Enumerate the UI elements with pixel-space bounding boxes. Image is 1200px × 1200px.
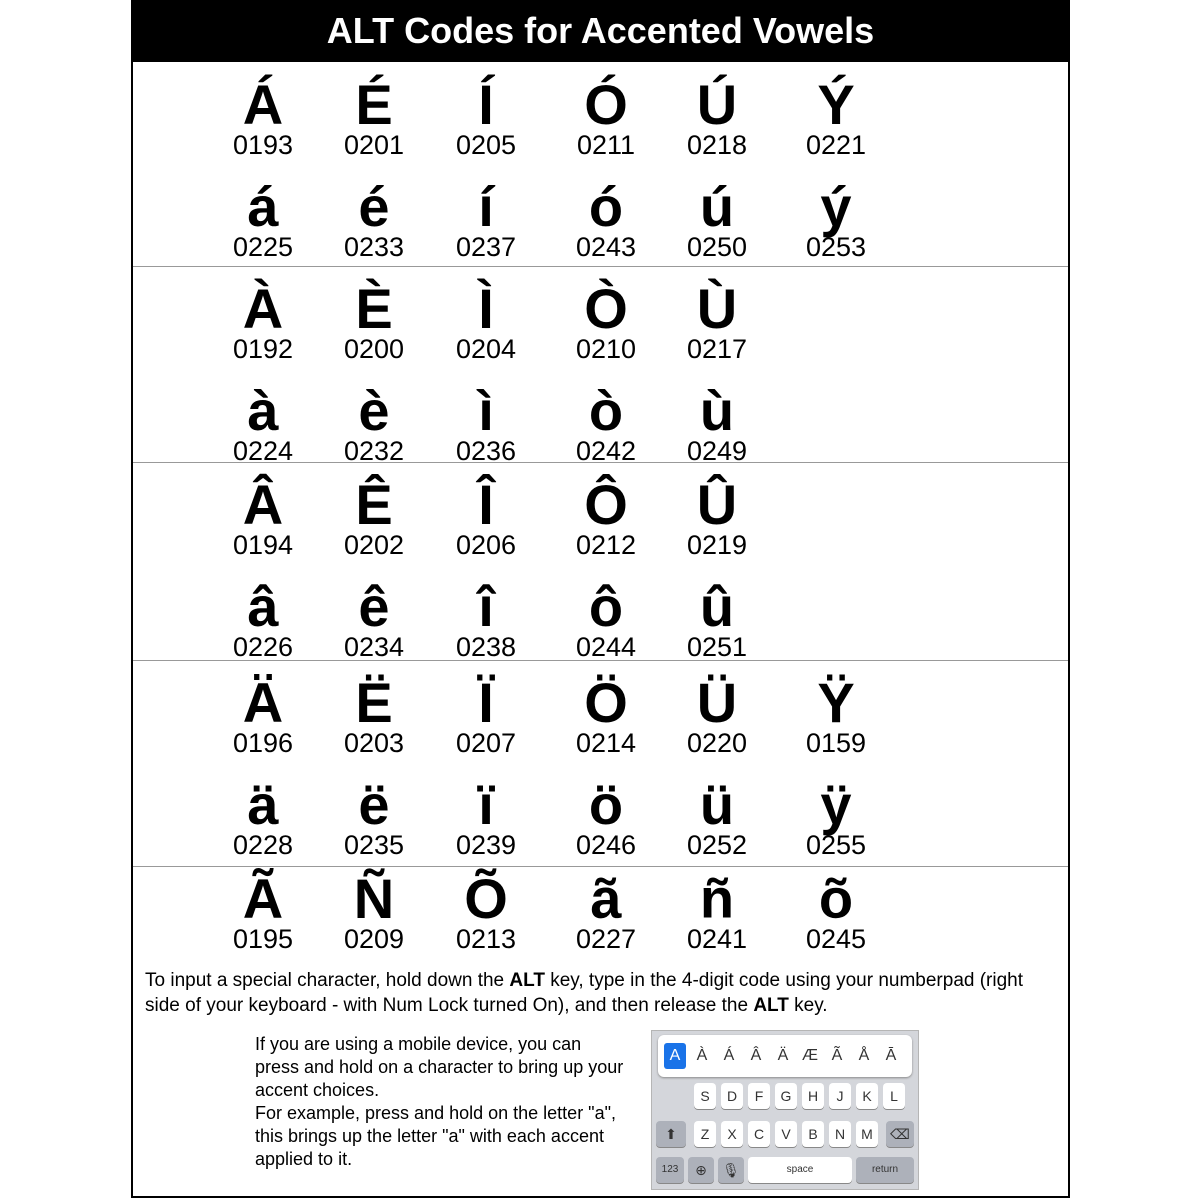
accent-character: õ [818,867,854,930]
accent-cell [431,867,541,954]
accent-row [133,175,1068,278]
alt-code: 0244 [575,632,637,662]
accent-character: ñ [699,867,735,930]
accent-character: é [358,175,390,238]
accent-row [133,671,1068,774]
alt-code: 0219 [686,530,748,560]
accent-character: ì [478,379,494,442]
alt-code: 0201 [343,130,405,160]
accent-cell [431,671,541,758]
accent-character: Ä [242,671,284,734]
accent-cell [431,175,541,262]
accent-character: Ô [584,473,628,536]
shift-key: ⬆ [656,1121,686,1147]
alt-key-label-2: ALT [753,995,789,1016]
alt-code: 0210 [575,334,637,364]
alt-code: 0253 [805,232,867,262]
accent-option: Ä [777,1047,789,1064]
alt-code: 0235 [343,830,405,860]
accent-section [133,266,1068,466]
accent-character: Á [242,73,284,136]
alt-code: 0246 [575,830,637,860]
accent-cell [208,277,318,364]
alt-code: 0159 [805,728,867,758]
accent-cell [781,175,891,262]
keyboard-key: F [748,1083,770,1109]
accent-character: Ò [584,277,628,340]
accent-option: A [664,1043,686,1069]
alt-code: 0205 [455,130,517,160]
accent-cell [319,575,429,662]
accent-cell [662,773,772,860]
accent-cell [208,175,318,262]
alt-code: 0211 [576,130,636,160]
alt-codes-sheet [131,0,1070,1198]
alt-code: 0224 [232,436,294,466]
instructions-text-2: key, type in the 4-digit code using your numberpad (right side of your keyboard - with Num Lock turned On), and then release the [145,970,1024,1016]
keyboard-key: J [829,1083,851,1109]
page-title: ALT Codes for Accented Vowels [133,0,1068,62]
mic-key: 🎙 [718,1157,744,1183]
accent-character: Í [478,73,494,136]
accent-cell [662,73,772,160]
keyboard-key: C [748,1121,770,1147]
alt-code: 0255 [805,830,867,860]
accent-cell [781,671,891,758]
accent-row [133,773,1068,876]
accent-cell [551,73,661,160]
accent-row [133,473,1068,576]
accent-character: ÿ [820,773,852,836]
accent-row [133,277,1068,380]
keyboard-key: D [721,1083,743,1109]
keyboard-key: N [829,1121,851,1147]
accent-character: î [478,575,494,638]
accent-character: ý [820,175,852,238]
accent-option: Ã [831,1047,843,1064]
alt-code: 0214 [575,728,637,758]
alt-code: 0213 [455,924,517,954]
accent-character: ú [699,175,735,238]
alt-code: 0212 [575,530,637,560]
accent-cell [319,473,429,560]
accent-cell [781,773,891,860]
accent-character: Ÿ [817,671,855,734]
accent-option: Æ [802,1047,818,1064]
accent-character: í [478,175,494,238]
alt-code: 0204 [455,334,517,364]
return-key: return [856,1157,914,1183]
accent-cell [208,73,318,160]
accent-option: Â [750,1047,762,1064]
alt-code: 0220 [686,728,748,758]
alt-code: 0217 [686,334,748,364]
keyboard-key: H [802,1083,824,1109]
accent-cell [551,671,661,758]
space-key: space [748,1157,852,1183]
accent-cell [431,773,541,860]
accent-cell [781,867,891,954]
alt-code: 0203 [343,728,405,758]
mobile-keyboard-illustration [651,1030,919,1190]
accent-character: Ö [584,671,628,734]
keyboard-key: B [802,1121,824,1147]
accent-cell [551,575,661,662]
alt-code: 0194 [232,530,294,560]
accent-character: ï [478,773,494,836]
accent-cell [551,773,661,860]
keyboard-key: M [856,1121,878,1147]
accent-character: Ý [817,73,855,136]
accent-cell [431,575,541,662]
accent-cell [551,379,661,466]
alt-code: 0232 [343,436,405,466]
numbers-key: 123 [656,1157,684,1183]
accent-cell [208,773,318,860]
alt-code: 0218 [686,130,748,160]
accent-character: Õ [464,867,508,930]
accent-row [133,73,1068,176]
alt-code: 0233 [343,232,405,262]
instructions-text-3: key. [788,995,828,1016]
accent-cell [781,73,891,160]
alt-code: 0207 [455,728,517,758]
mobile-instructions-line-2: For example, press and hold on the letter "a", this brings up the letter "a" with each accent applied to it. [255,1103,616,1169]
alt-code: 0250 [686,232,748,262]
alt-code: 0226 [232,632,294,662]
keyboard-key: K [856,1083,878,1109]
accent-cell [319,867,429,954]
alt-key-label-1: ALT [509,970,545,991]
alt-code: 0249 [686,436,748,466]
accent-character: Ì [478,277,494,340]
accent-character: Î [478,473,494,536]
accent-cell [662,575,772,662]
alt-code: 0200 [343,334,405,364]
accent-section [133,660,1068,867]
alt-instructions [145,968,1060,1018]
accent-character: ä [247,773,279,836]
accent-popup [658,1035,912,1077]
accent-cell [319,175,429,262]
alt-code: 0242 [575,436,637,466]
accent-character: ã [590,867,622,930]
accent-character: Û [696,473,738,536]
accent-character: Ï [478,671,494,734]
accent-character: á [247,175,279,238]
accent-option: Ā [885,1047,897,1064]
accent-cell [551,175,661,262]
accent-character: É [355,73,393,136]
alt-code: 0236 [455,436,517,466]
accent-cell [319,379,429,466]
accent-cell [208,473,318,560]
alt-code: 0241 [686,924,748,954]
accent-cell [319,671,429,758]
alt-code: 0237 [455,232,517,262]
accent-character: Ú [696,73,738,136]
accent-cell [662,867,772,954]
keyboard-key: X [721,1121,743,1147]
alt-code: 0228 [232,830,294,860]
accent-cell [431,473,541,560]
accent-cell [208,867,318,954]
alt-code: 0196 [232,728,294,758]
accent-cell [662,175,772,262]
accent-cell [662,473,772,560]
accent-character: Ê [355,473,393,536]
accent-character: ê [358,575,390,638]
accent-character: ô [588,575,624,638]
accent-character: Ë [355,671,393,734]
accent-cell [208,575,318,662]
accent-cell [319,277,429,364]
delete-key: ⌫ [886,1121,914,1147]
accent-character: Ó [584,73,628,136]
accent-cell [551,473,661,560]
alt-code: 0192 [232,334,294,364]
accent-cell [208,671,318,758]
alt-code: 0234 [343,632,405,662]
alt-code: 0193 [232,130,294,160]
alt-code: 0206 [455,530,517,560]
accent-option: Å [858,1047,870,1064]
keyboard-key: Z [694,1121,716,1147]
accent-character: Ù [696,277,738,340]
accent-character: À [242,277,284,340]
accent-cell [431,379,541,466]
globe-key: ⊕ [688,1157,714,1183]
accent-character: ë [358,773,390,836]
accent-character: Â [242,473,284,536]
alt-code: 0209 [343,924,405,954]
accent-character: ö [588,773,624,836]
accent-character: Ñ [353,867,395,930]
accent-character: â [247,575,279,638]
alt-code: 0225 [232,232,294,262]
accent-character: ù [699,379,735,442]
accent-character: Ã [242,867,284,930]
accent-cell [662,379,772,466]
keyboard-key: L [883,1083,905,1109]
mobile-instructions [255,1033,625,1171]
accent-row [133,867,1068,970]
accent-character: ó [588,175,624,238]
accent-option: À [696,1047,708,1064]
accent-section [133,62,1068,267]
mobile-instructions-line-1: If you are using a mobile device, you can press and hold on a character to bring up your accent choices. [255,1034,624,1100]
accent-cell [319,73,429,160]
alt-code: 0245 [805,924,867,954]
accent-cell [431,73,541,160]
accent-option: Á [723,1047,735,1064]
accent-section [133,866,1068,960]
alt-code: 0195 [232,924,294,954]
alt-code: 0238 [455,632,517,662]
accent-character: û [699,575,735,638]
accent-cell [319,773,429,860]
accent-cell [551,867,661,954]
accent-character: à [247,379,279,442]
alt-code: 0202 [343,530,405,560]
instructions-text-1: To input a special character, hold down the [145,970,510,991]
accent-section [133,462,1068,661]
alt-code: 0227 [575,924,637,954]
keyboard-key: G [775,1083,797,1109]
accent-character: È [355,277,393,340]
keyboard-key: S [694,1083,716,1109]
accent-character: è [358,379,390,442]
alt-code: 0251 [686,632,748,662]
accent-character: ò [588,379,624,442]
accent-cell [431,277,541,364]
alt-code: 0221 [805,130,867,160]
alt-code: 0239 [455,830,517,860]
accent-cell [662,671,772,758]
accent-character: ü [699,773,735,836]
alt-code: 0243 [575,232,637,262]
accent-cell [551,277,661,364]
keyboard-key: V [775,1121,797,1147]
accent-character: Ü [696,671,738,734]
accent-cell [662,277,772,364]
accent-cell [208,379,318,466]
alt-code: 0252 [686,830,748,860]
